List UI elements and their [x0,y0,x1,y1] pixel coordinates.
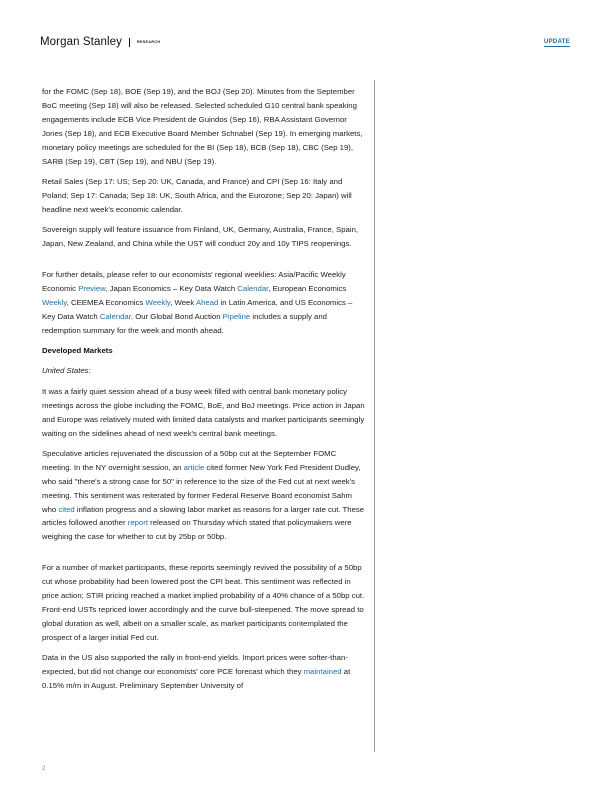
paragraph-us-data [42,651,365,693]
subheading-united-states: United States: [42,366,91,376]
column-divider [374,80,375,752]
text-run: includes a supply and redemption summary for the week and month ahead. [42,311,327,335]
text-run: Speculative articles rejuvenated the discussion of a 50bp cut at the September FOMC meeting. In the NY overnight session, an [42,448,337,472]
link-ceemea-weekly[interactable]: Weekly [145,297,171,307]
page-header [40,36,572,52]
link-week-ahead[interactable]: Ahead [195,297,219,307]
brand-lockup [40,36,160,48]
text-run: , CEEMEA Economics [66,297,146,307]
paragraph-speculative-articles [42,447,365,544]
section-heading-developed-markets: Developed Markets [42,346,113,355]
main-column [42,85,365,699]
link-european-weekly[interactable]: Weekly [42,297,67,307]
paragraph-calendar-central-banks: for the FOMC (Sep 18), BOE (Sep 19), and the BOJ (Sep 20). Minutes from the September BoC meeting (Sep 18) will also be released. Selected scheduled G10 central bank speaking engagements include ECB Vice President de Guindos (Sep 16), RBA Assistant Governor Jones (Sep 18), and ECB Executive Board Member Schnabel (Sep 19). In emerging markets, monetary policy meetings are scheduled for the BI (Sep 18), BCB (Sep 18), CBC (Sep 19), SARB (Sep 19), CBT (Sep 19), and NBU (Sep 19). [42,87,363,166]
link-cited[interactable]: cited [58,504,75,514]
paragraph-sovereign-supply: Sovereign supply will feature issuance from Finland, UK, Germany, Australia, France, Spain, Japan, New Zealand, and China while the UST will conduct 20y and 10y TIPS reopenings. [42,225,359,249]
link-weekly-economic-preview[interactable]: Preview [78,283,106,293]
paragraph-further-details [42,268,365,338]
brand-divider [129,38,130,47]
paragraph-calendar-data: Retail Sales (Sep 17: US; Sep 20: UK, Canada, and France) and CPI (Sep 16: Italy and Poland; Sep 17: Canada; Sep 18: UK, South Africa, and the Eurozone; Sep 20: Japan) will headline next week's economic calendar. [42,176,352,214]
text-run: , Japan Economics – Key Data Watch [105,283,238,293]
link-article[interactable]: article [183,462,205,472]
text-run: . Our Global Bond Auction [130,311,223,321]
page-number: 2 [42,766,46,772]
link-japan-calendar[interactable]: Calendar [237,283,269,293]
update-badge: UPDATE [543,38,570,45]
text-run: released on Thursday which stated that policymakers were weighing the case for whether to cut by 25bp or 50bp. [42,518,352,542]
link-maintained[interactable]: maintained [303,667,342,677]
text-run: Data in the US also supported the rally in front-end yields. Import prices were softer-than-expected, but did not change our economists' core PCE forecast which they [42,653,348,677]
paragraph-quiet-session: It was a fairly quiet session ahead of a busy week filled with central bank monetary policy meetings across the globe including the FOMC, BoE, and BoJ meetings. Price action in Japan and Europe was relatively muted with limited data catalysts and market participants seemingly waiting on the sidelines ahead of next week's central bank meetings. [42,386,365,438]
link-bond-auction-pipeline[interactable]: Pipeline [222,311,251,321]
paragraph-market-participants: For a number of market participants, these reports seemingly revived the possibility of a 50bp cut whose probability had been lowered post the CPI beat. This sentiment was reflected in price action; STIR pricing reached a market implied probability of a 40% chance of a 50bp cut. Front-end USTs repriced lower accordingly and the curve bull-steepened. The move spread to global duration as well, albeit on a smaller scale, as market participants contemplated the prospect of a larger initial Fed cut. [42,563,365,642]
link-report[interactable]: report [127,518,148,528]
link-us-calendar[interactable]: Calendar [99,311,131,321]
section-label: RESEARCH [136,40,161,44]
text-run: , European Economics [268,283,347,293]
text-run: inflation progress and a slowing labor market as reasons for a larger rate cut. These articles followed another [42,504,365,528]
text-run: in Latin America, and US Economics – Key Data Watch [42,297,353,321]
text-run: cited former New York Fed President Dudley, who said "there's a strong case for 50" in reference to the size of the Fed cut at next week's meeting. This sentiment was reiterated by former Federal Reserve Board economist Sahm who [42,462,361,514]
text-run: , Week [170,297,196,307]
text-run: at 0.15% m/m in August. Preliminary September University of [42,667,351,691]
brand-logo: Morgan Stanley [40,36,122,48]
text-run: For further details, please refer to our economists' regional weeklies: Asia/Pacific Weekly Economic [42,269,346,293]
